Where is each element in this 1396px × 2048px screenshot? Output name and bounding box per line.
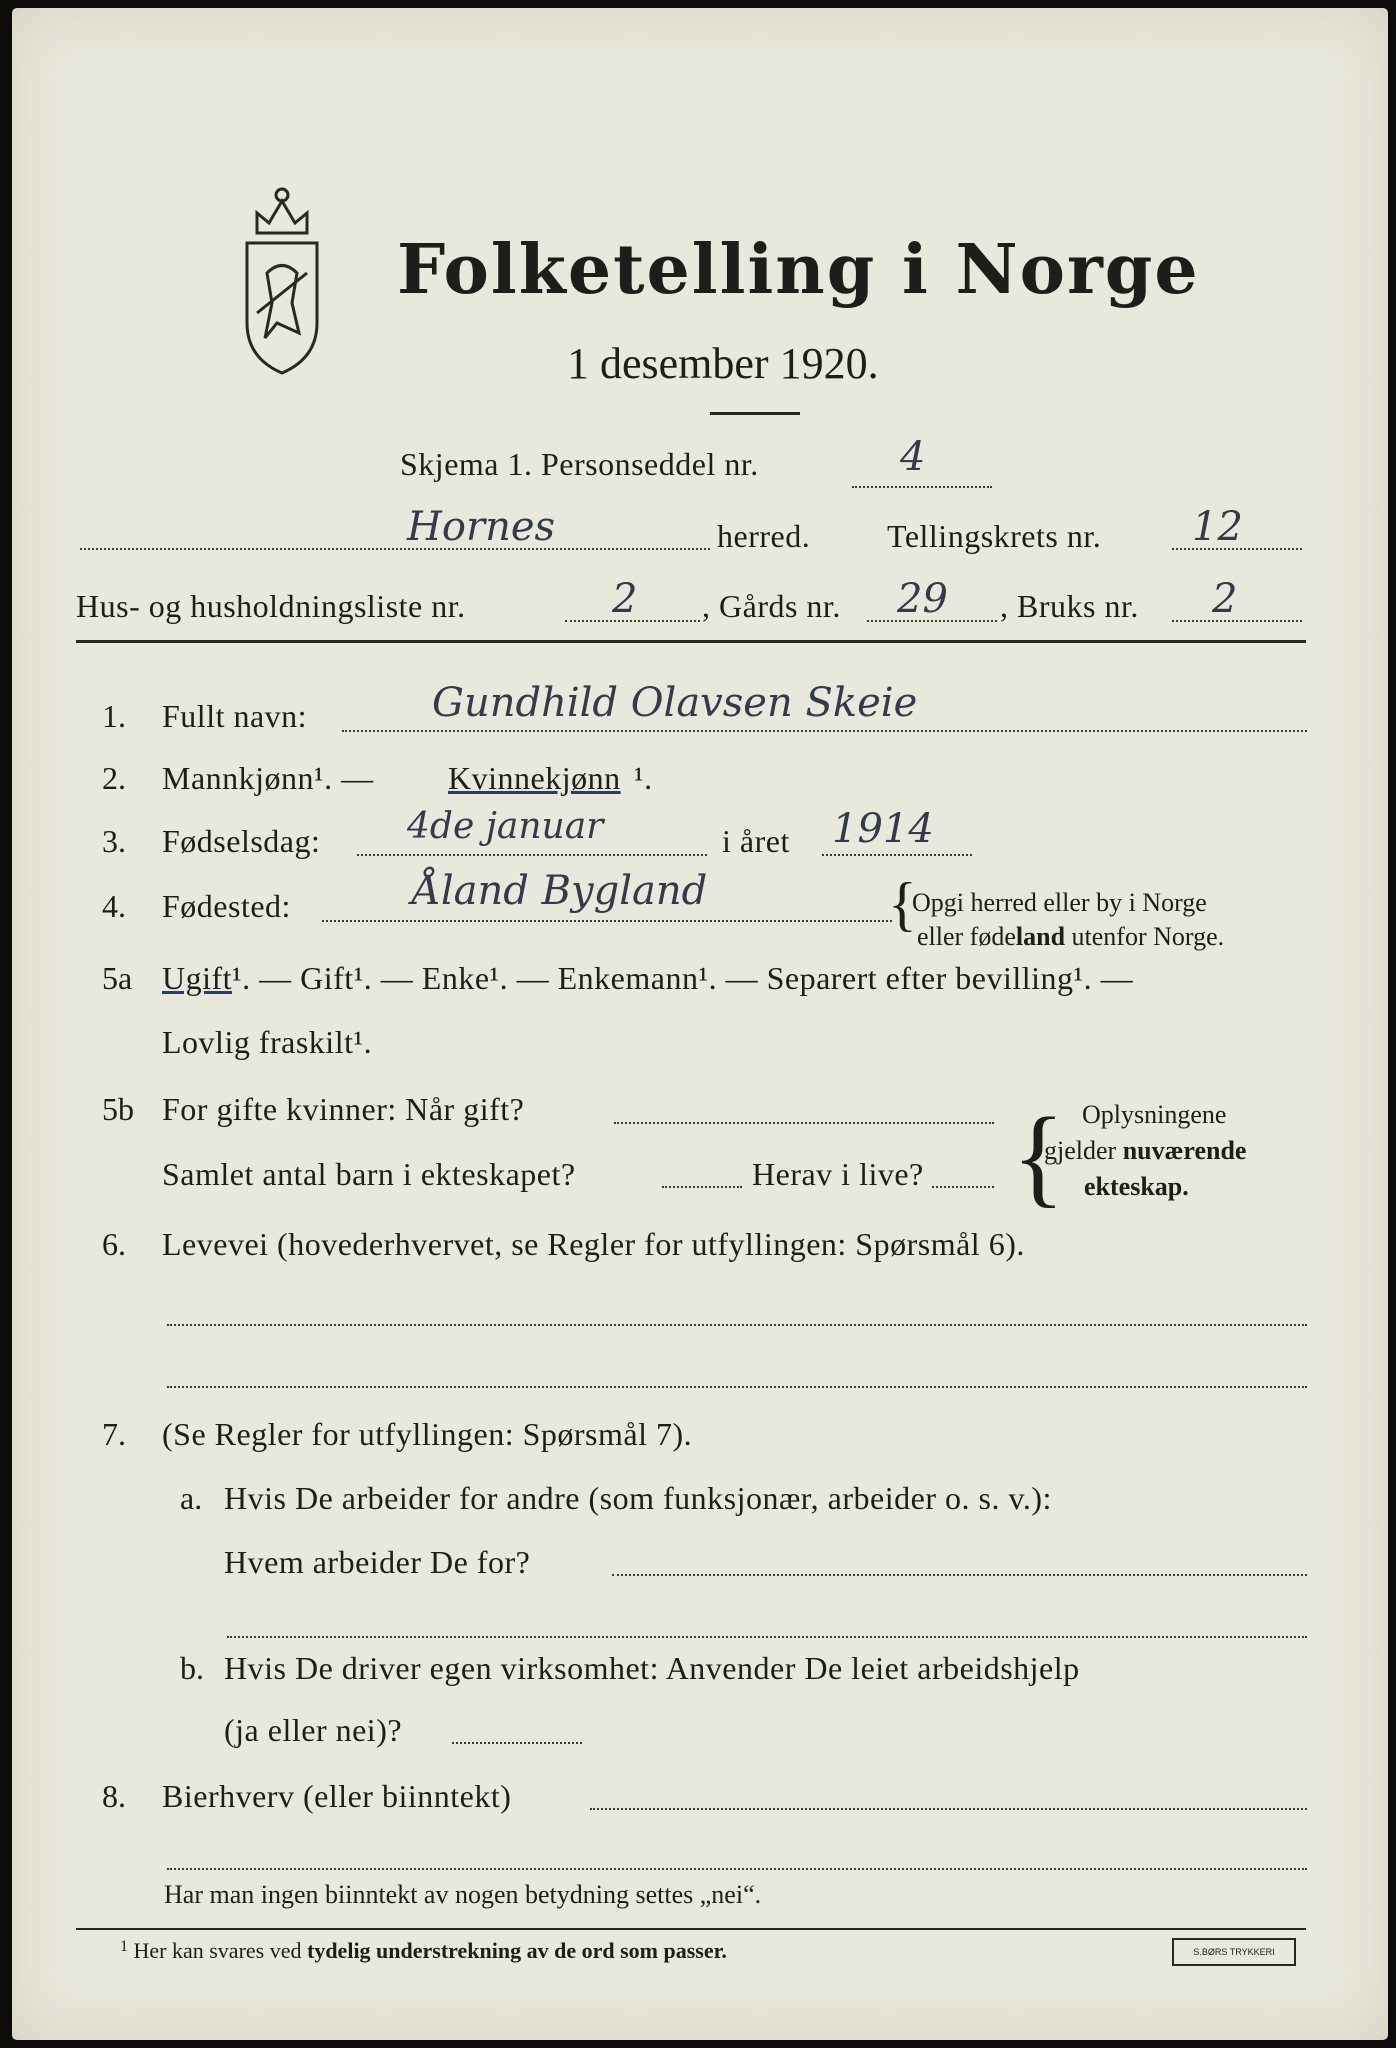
- tellingskrets-label: Tellingskrets nr.: [887, 518, 1102, 554]
- q2-kvinne: Kvinnekjønn: [448, 760, 621, 796]
- q5b-number: 5b: [102, 1091, 134, 1127]
- q8-line2: [167, 1868, 1307, 1870]
- q2-mann: Mannkjønn¹. —: [162, 760, 374, 796]
- footer-divider: [76, 1928, 1306, 1930]
- q8-line1: [590, 1808, 1307, 1810]
- q7a-line2: [227, 1636, 1307, 1638]
- q7-label: (Se Regler for utfyllingen: Spørsmål 7).: [162, 1416, 693, 1452]
- footnote-number: 1: [120, 1938, 128, 1955]
- gards-label: , Gårds nr.: [702, 588, 841, 624]
- q7b-label: Hvis De driver egen virksomhet: Anvender De leiet arbeidshjelp: [224, 1650, 1080, 1686]
- census-form-sheet: [12, 8, 1388, 2040]
- q4-brace: {: [888, 871, 917, 937]
- q3-number: 3.: [102, 823, 126, 859]
- q4-number: 4.: [102, 888, 126, 924]
- q6-label: Levevei (hovederhvervet, se Regler for utfyllingen: Spørsmål 6).: [162, 1226, 1025, 1262]
- coat-of-arms-icon: [227, 173, 337, 383]
- schema-label: Skjema 1. Personseddel nr.: [400, 446, 759, 482]
- q5a-number: 5a: [102, 960, 133, 996]
- footnote: $^1$ Her kan svares ved tydelig understrekning av de ord som passer.: [120, 1938, 727, 1963]
- q1-line: [342, 730, 1307, 732]
- q7a-number: a.: [180, 1480, 203, 1516]
- q4-answer: Åland Bygland: [412, 868, 708, 914]
- q6-number: 6.: [102, 1226, 126, 1262]
- personseddel-value: 4: [900, 434, 926, 480]
- q2-number: 2.: [102, 760, 126, 796]
- q7b-number: b.: [180, 1650, 204, 1686]
- census-date: 1 desember 1920.: [567, 339, 879, 388]
- q4-note-line1: Opgi herred eller by i Norge: [912, 888, 1207, 917]
- herred-line: [80, 548, 710, 550]
- q5b-note3: ekteskap.: [1084, 1172, 1189, 1201]
- q5b-label2: Samlet antal barn i ekteskapet?: [162, 1156, 576, 1192]
- q5b-brace: {: [1012, 1095, 1065, 1217]
- q4-label: Fødested:: [162, 888, 291, 924]
- q5b-note1: Oplysningene: [1082, 1100, 1227, 1129]
- q4-line: [322, 920, 892, 922]
- q3-answer-year: 1914: [832, 806, 934, 852]
- q6-line1: [167, 1324, 1307, 1326]
- q3-day-line: [357, 854, 707, 856]
- tellingskrets-value: 12: [1192, 504, 1243, 550]
- q7a-label: Hvis De arbeider for andre (som funksjonær, arbeider o. s. v.):: [224, 1480, 1052, 1516]
- q1-label: Fullt navn:: [162, 698, 308, 734]
- q3-answer-day: 4de januar: [407, 806, 604, 847]
- gards-value: 29: [897, 576, 948, 622]
- q7b-label2: (ja eller nei)?: [224, 1712, 403, 1748]
- q3-year-line: [822, 854, 972, 856]
- footer-note: Har man ingen biinntekt av nogen betydning settes „nei“.: [164, 1880, 762, 1909]
- q7a-line1: [612, 1574, 1307, 1576]
- q5b-line2: [662, 1186, 742, 1188]
- title-divider: [710, 412, 800, 415]
- q6-line2: [167, 1386, 1307, 1388]
- q8-number: 8.: [102, 1778, 126, 1814]
- q5a-ugift: Ugift: [162, 960, 233, 996]
- q7b-line: [452, 1742, 582, 1744]
- q5a-line2: Lovlig fraskilt¹.: [162, 1024, 373, 1060]
- q3-year-label: i året: [722, 823, 790, 859]
- q5a-options: Ugift¹. — Gift¹. — Enke¹. — Enkemann¹. — Separert efter bevilling¹. —: [162, 960, 1134, 996]
- q3-label: Fødselsdag:: [162, 823, 321, 859]
- q4-note-line2: eller fødeland utenfor Norge.: [917, 922, 1225, 951]
- q5b-note2: gjelder nuværende: [1044, 1136, 1247, 1165]
- herred-label: herred.: [717, 518, 811, 554]
- q5b-line3: [932, 1186, 994, 1188]
- q5b-line1: [614, 1122, 994, 1124]
- herred-value: Hornes: [407, 504, 556, 550]
- q2-kvinne-sup: ¹.: [634, 760, 653, 796]
- q7-number: 7.: [102, 1416, 126, 1452]
- personseddel-line: [852, 486, 992, 488]
- q5b-label3: Herav i live?: [752, 1156, 924, 1192]
- printer-stamp: S.BØRS TRYKKERI: [1172, 1938, 1296, 1966]
- q5b-label: For gifte kvinner: Når gift?: [162, 1091, 525, 1127]
- form-title: Folketelling i Norge: [397, 230, 1200, 310]
- husliste-value: 2: [612, 576, 638, 622]
- bruks-label: , Bruks nr.: [1000, 588, 1139, 624]
- q8-label: Bierhverv (eller biinntekt): [162, 1778, 512, 1814]
- bruks-value: 2: [1212, 576, 1238, 622]
- q7a-label2: Hvem arbeider De for?: [224, 1544, 531, 1580]
- q1-number: 1.: [102, 698, 126, 734]
- q1-answer: Gundhild Olavsen Skeie: [432, 680, 918, 726]
- header-divider: [76, 640, 1306, 643]
- husliste-label: Hus- og husholdningsliste nr.: [76, 588, 466, 624]
